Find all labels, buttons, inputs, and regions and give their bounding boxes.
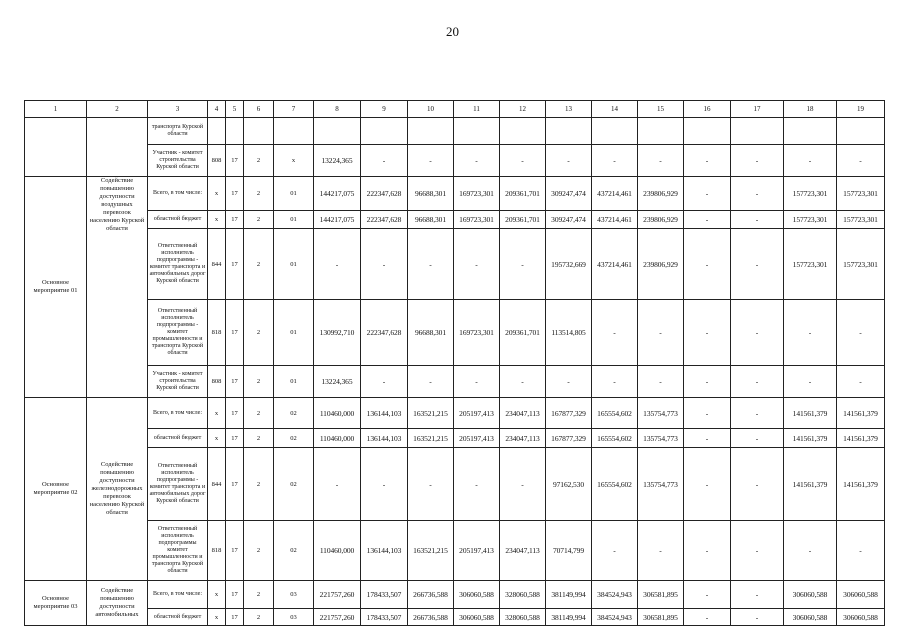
amount-cell: 136144,103 <box>361 398 408 429</box>
amount-cell: - <box>784 300 837 366</box>
amount-cell: 169723,301 <box>454 177 500 211</box>
amount-cell: 221757,260 <box>314 609 361 626</box>
funding-source-cell: Всего, в том числе: <box>148 398 208 429</box>
amount-cell: 209361,701 <box>500 177 546 211</box>
amount-cell: 141561,379 <box>837 448 885 521</box>
amount-cell <box>546 118 592 145</box>
amount-cell: 234047,113 <box>500 521 546 581</box>
column-number-header: 13 <box>546 101 592 118</box>
code-cell: х <box>208 398 226 429</box>
table-row <box>25 177 885 211</box>
amount-cell: - <box>837 300 885 366</box>
amount-cell: - <box>500 448 546 521</box>
code-cell <box>226 118 244 145</box>
amount-cell: 96688,301 <box>408 177 454 211</box>
code-cell: х <box>208 211 226 229</box>
code-cell: 03 <box>274 581 314 609</box>
code-cell: 02 <box>274 448 314 521</box>
amount-cell: 222347,628 <box>361 300 408 366</box>
amount-cell: - <box>361 448 408 521</box>
amount-cell: 239806,929 <box>638 177 684 211</box>
table-row <box>25 229 885 300</box>
amount-cell: 157723,301 <box>837 177 885 211</box>
amount-cell: 141561,379 <box>784 448 837 521</box>
amount-cell: 209361,701 <box>500 300 546 366</box>
event-description-cell: Содействие повышению доступности железнодорожных перевозок населению Курской области <box>87 398 148 581</box>
code-cell: 2 <box>244 448 274 521</box>
code-cell: 17 <box>226 300 244 366</box>
amount-cell: - <box>638 521 684 581</box>
amount-cell: - <box>408 229 454 300</box>
table-row <box>25 429 885 448</box>
amount-cell: 239806,929 <box>638 229 684 300</box>
amount-cell: 222347,628 <box>361 211 408 229</box>
amount-cell: 96688,301 <box>408 300 454 366</box>
table-row <box>25 609 885 626</box>
column-number-header: 3 <box>148 101 208 118</box>
amount-cell: 135754,773 <box>638 398 684 429</box>
table-row <box>25 521 885 581</box>
amount-cell: 141561,379 <box>784 398 837 429</box>
amount-cell: - <box>592 300 638 366</box>
amount-cell: 157723,301 <box>784 211 837 229</box>
code-cell: 2 <box>244 609 274 626</box>
funding-source-cell: Участник - комитет строительства Курской области <box>148 366 208 398</box>
amount-cell <box>454 118 500 145</box>
code-cell: 01 <box>274 229 314 300</box>
code-cell: 17 <box>226 429 244 448</box>
amount-cell: 167877,329 <box>546 429 592 448</box>
amount-cell: - <box>731 398 784 429</box>
code-cell: 03 <box>274 609 314 626</box>
code-cell <box>274 118 314 145</box>
amount-cell: 328060,588 <box>500 609 546 626</box>
amount-cell: 205197,413 <box>454 521 500 581</box>
column-number-header: 16 <box>684 101 731 118</box>
funding-source-cell: Ответственный исполнитель подпрограммы - комитет транспорта и автомобильных дорог Курской области <box>148 448 208 521</box>
amount-cell: 381149,994 <box>546 609 592 626</box>
amount-cell: - <box>784 366 837 398</box>
amount-cell: - <box>684 366 731 398</box>
code-cell: 01 <box>274 177 314 211</box>
amount-cell: 97162,530 <box>546 448 592 521</box>
amount-cell: - <box>454 145 500 177</box>
funding-source-cell: областной бюджет <box>148 429 208 448</box>
amount-cell: 70714,799 <box>546 521 592 581</box>
amount-cell: 135754,773 <box>638 429 684 448</box>
amount-cell: 163521,215 <box>408 521 454 581</box>
code-cell <box>208 118 226 145</box>
amount-cell: - <box>837 145 885 177</box>
code-cell: 2 <box>244 398 274 429</box>
code-cell: 808 <box>208 366 226 398</box>
amount-cell: 234047,113 <box>500 429 546 448</box>
amount-cell: 13224,365 <box>314 145 361 177</box>
code-cell: 02 <box>274 521 314 581</box>
event-description-cell: Содействие повышению доступности автомобильных <box>87 581 148 626</box>
column-number-header: 2 <box>87 101 148 118</box>
amount-cell: 209361,701 <box>500 211 546 229</box>
amount-cell: 110460,000 <box>314 429 361 448</box>
table-row <box>25 448 885 521</box>
funding-source-cell: Ответственный исполнитель подпрограммы - комитет транспорта и автомобильных дорог Курской области <box>148 229 208 300</box>
amount-cell: 309247,474 <box>546 211 592 229</box>
code-cell: 808 <box>208 145 226 177</box>
amount-cell: 306060,588 <box>837 581 885 609</box>
table-row <box>25 581 885 609</box>
amount-cell: 306060,588 <box>784 609 837 626</box>
amount-cell: 205197,413 <box>454 398 500 429</box>
amount-cell: 165554,602 <box>592 448 638 521</box>
code-cell: 2 <box>244 145 274 177</box>
amount-cell: - <box>500 229 546 300</box>
funding-source-cell: Ответственный исполнитель подпрограммы комитет промышленности и транспорта Курской области <box>148 521 208 581</box>
code-cell <box>244 118 274 145</box>
amount-cell: 306060,588 <box>454 609 500 626</box>
column-number-header: 18 <box>784 101 837 118</box>
code-cell: х <box>208 581 226 609</box>
funding-source-cell: областной бюджет <box>148 211 208 229</box>
code-cell: 01 <box>274 366 314 398</box>
amount-cell: 96688,301 <box>408 211 454 229</box>
amount-cell: - <box>500 145 546 177</box>
amount-cell: - <box>684 429 731 448</box>
amount-cell <box>500 118 546 145</box>
amount-cell: 113514,805 <box>546 300 592 366</box>
amount-cell: - <box>684 609 731 626</box>
event-name-cell <box>25 118 87 177</box>
amount-cell: - <box>684 581 731 609</box>
amount-cell: 163521,215 <box>408 398 454 429</box>
code-cell: 2 <box>244 177 274 211</box>
amount-cell <box>638 118 684 145</box>
amount-cell: 437214,461 <box>592 177 638 211</box>
amount-cell: - <box>361 366 408 398</box>
amount-cell: - <box>638 145 684 177</box>
amount-cell: 165554,602 <box>592 429 638 448</box>
code-cell: 818 <box>208 300 226 366</box>
code-cell: 01 <box>274 300 314 366</box>
code-cell: 818 <box>208 521 226 581</box>
amount-cell: - <box>314 448 361 521</box>
amount-cell: - <box>454 366 500 398</box>
code-cell: 17 <box>226 398 244 429</box>
column-number-header: 1 <box>25 101 87 118</box>
amount-cell: 141561,379 <box>784 429 837 448</box>
amount-cell: 328060,588 <box>500 581 546 609</box>
amount-cell: 437214,461 <box>592 229 638 300</box>
amount-cell: - <box>592 366 638 398</box>
amount-cell: 141561,379 <box>837 429 885 448</box>
amount-cell: 157723,301 <box>837 211 885 229</box>
amount-cell: 222347,628 <box>361 177 408 211</box>
code-cell: 844 <box>208 229 226 300</box>
budget-table <box>24 100 885 626</box>
amount-cell: 135754,773 <box>638 448 684 521</box>
amount-cell: - <box>638 300 684 366</box>
column-number-header: 17 <box>731 101 784 118</box>
amount-cell: - <box>837 521 885 581</box>
event-description-cell <box>87 118 148 177</box>
amount-cell <box>784 118 837 145</box>
amount-cell: - <box>731 300 784 366</box>
table-row <box>25 300 885 366</box>
amount-cell: 141561,379 <box>837 398 885 429</box>
amount-cell: 163521,215 <box>408 429 454 448</box>
funding-source-cell: транспорта Курской области <box>148 118 208 145</box>
code-cell: 2 <box>244 521 274 581</box>
amount-cell: - <box>684 229 731 300</box>
amount-cell: - <box>408 366 454 398</box>
column-number-header: 4 <box>208 101 226 118</box>
amount-cell: - <box>546 145 592 177</box>
code-cell: 17 <box>226 145 244 177</box>
table-row <box>25 118 885 145</box>
column-number-header: 7 <box>274 101 314 118</box>
amount-cell: 384524,943 <box>592 609 638 626</box>
amount-cell: - <box>684 521 731 581</box>
amount-cell: 136144,103 <box>361 429 408 448</box>
table-row <box>25 398 885 429</box>
amount-cell: 167877,329 <box>546 398 592 429</box>
code-cell: 01 <box>274 211 314 229</box>
amount-cell: - <box>731 211 784 229</box>
amount-cell: 266736,588 <box>408 581 454 609</box>
code-cell: 17 <box>226 177 244 211</box>
amount-cell <box>314 118 361 145</box>
amount-cell: - <box>684 145 731 177</box>
funding-source-cell: Ответственный исполнитель подпрограммы - комитет промышленности и транспорта Курской области <box>148 300 208 366</box>
column-number-header: 11 <box>454 101 500 118</box>
amount-cell: - <box>731 145 784 177</box>
amount-cell: 205197,413 <box>454 429 500 448</box>
amount-cell: 110460,000 <box>314 398 361 429</box>
amount-cell: 110460,000 <box>314 521 361 581</box>
amount-cell: 309247,474 <box>546 177 592 211</box>
funding-source-cell: областной бюджет <box>148 609 208 626</box>
event-name-cell: Основное мероприятие 01 <box>25 177 87 398</box>
amount-cell: 178433,507 <box>361 609 408 626</box>
amount-cell: - <box>731 581 784 609</box>
column-number-header: 14 <box>592 101 638 118</box>
code-cell: 2 <box>244 429 274 448</box>
amount-cell: 266736,588 <box>408 609 454 626</box>
amount-cell: - <box>408 145 454 177</box>
amount-cell: 169723,301 <box>454 300 500 366</box>
amount-cell: - <box>684 177 731 211</box>
amount-cell: - <box>500 366 546 398</box>
column-number-header: 10 <box>408 101 454 118</box>
code-cell: 02 <box>274 429 314 448</box>
amount-cell <box>592 118 638 145</box>
amount-cell <box>361 118 408 145</box>
column-number-header: 15 <box>638 101 684 118</box>
funding-source-cell: Всего, в том числе: <box>148 177 208 211</box>
amount-cell: 234047,113 <box>500 398 546 429</box>
amount-cell: - <box>408 448 454 521</box>
amount-cell: 306060,588 <box>837 609 885 626</box>
amount-cell: 306060,588 <box>784 581 837 609</box>
amount-cell: - <box>837 366 885 398</box>
amount-cell: - <box>731 177 784 211</box>
code-cell: 17 <box>226 581 244 609</box>
amount-cell: - <box>314 229 361 300</box>
amount-cell: - <box>684 211 731 229</box>
amount-cell: - <box>592 521 638 581</box>
amount-cell: 157723,301 <box>784 177 837 211</box>
amount-cell: 136144,103 <box>361 521 408 581</box>
amount-cell: - <box>731 609 784 626</box>
amount-cell: - <box>638 366 684 398</box>
amount-cell: - <box>731 429 784 448</box>
column-number-header: 5 <box>226 101 244 118</box>
amount-cell: - <box>361 229 408 300</box>
code-cell: х <box>208 609 226 626</box>
amount-cell: 381149,994 <box>546 581 592 609</box>
table-row <box>25 211 885 229</box>
code-cell: 17 <box>226 609 244 626</box>
amount-cell: 144217,075 <box>314 211 361 229</box>
code-cell: 17 <box>226 366 244 398</box>
code-cell: х <box>274 145 314 177</box>
code-cell: 17 <box>226 211 244 229</box>
column-number-header: 9 <box>361 101 408 118</box>
amount-cell: - <box>684 398 731 429</box>
amount-cell: - <box>731 229 784 300</box>
code-cell: х <box>208 177 226 211</box>
amount-cell: 221757,260 <box>314 581 361 609</box>
code-cell: х <box>208 429 226 448</box>
amount-cell: 384524,943 <box>592 581 638 609</box>
amount-cell: 306060,588 <box>454 581 500 609</box>
code-cell: 2 <box>244 300 274 366</box>
amount-cell: - <box>454 229 500 300</box>
amount-cell: - <box>784 145 837 177</box>
code-cell: 02 <box>274 398 314 429</box>
amount-cell: 157723,301 <box>837 229 885 300</box>
column-number-header: 12 <box>500 101 546 118</box>
page-number: 20 <box>446 24 459 39</box>
amount-cell: 13224,365 <box>314 366 361 398</box>
amount-cell <box>684 118 731 145</box>
column-number-header: 6 <box>244 101 274 118</box>
event-name-cell: Основное мероприятие 03 <box>25 581 87 626</box>
amount-cell: 178433,507 <box>361 581 408 609</box>
event-name-cell: Основное мероприятие 02 <box>25 398 87 581</box>
code-cell: 2 <box>244 229 274 300</box>
header-row <box>25 101 885 118</box>
amount-cell: 130992,710 <box>314 300 361 366</box>
amount-cell <box>731 118 784 145</box>
amount-cell <box>408 118 454 145</box>
code-cell: 17 <box>226 229 244 300</box>
code-cell: 2 <box>244 211 274 229</box>
amount-cell: - <box>361 145 408 177</box>
amount-cell: - <box>731 366 784 398</box>
table-row <box>25 366 885 398</box>
amount-cell: 437214,461 <box>592 211 638 229</box>
funding-source-cell: Всего, в том числе: <box>148 581 208 609</box>
amount-cell: 144217,075 <box>314 177 361 211</box>
amount-cell: - <box>592 145 638 177</box>
amount-cell: 306581,895 <box>638 581 684 609</box>
code-cell: 17 <box>226 521 244 581</box>
event-description-cell: Содействие повышению доступности воздушных перевозок населению Курской области <box>87 177 148 398</box>
code-cell: 2 <box>244 581 274 609</box>
amount-cell: 239806,929 <box>638 211 684 229</box>
amount-cell: 157723,301 <box>784 229 837 300</box>
amount-cell: - <box>684 448 731 521</box>
column-number-header: 8 <box>314 101 361 118</box>
amount-cell: - <box>454 448 500 521</box>
amount-cell <box>837 118 885 145</box>
amount-cell: - <box>731 448 784 521</box>
code-cell: 17 <box>226 448 244 521</box>
amount-cell: - <box>731 521 784 581</box>
code-cell: 844 <box>208 448 226 521</box>
amount-cell: - <box>684 300 731 366</box>
table-row <box>25 145 885 177</box>
amount-cell: 306581,895 <box>638 609 684 626</box>
amount-cell: - <box>546 366 592 398</box>
amount-cell: 195732,669 <box>546 229 592 300</box>
amount-cell: - <box>784 521 837 581</box>
funding-source-cell: Участник - комитет строительства Курской области <box>148 145 208 177</box>
amount-cell: 165554,602 <box>592 398 638 429</box>
amount-cell: 169723,301 <box>454 211 500 229</box>
column-number-header: 19 <box>837 101 885 118</box>
code-cell: 2 <box>244 366 274 398</box>
